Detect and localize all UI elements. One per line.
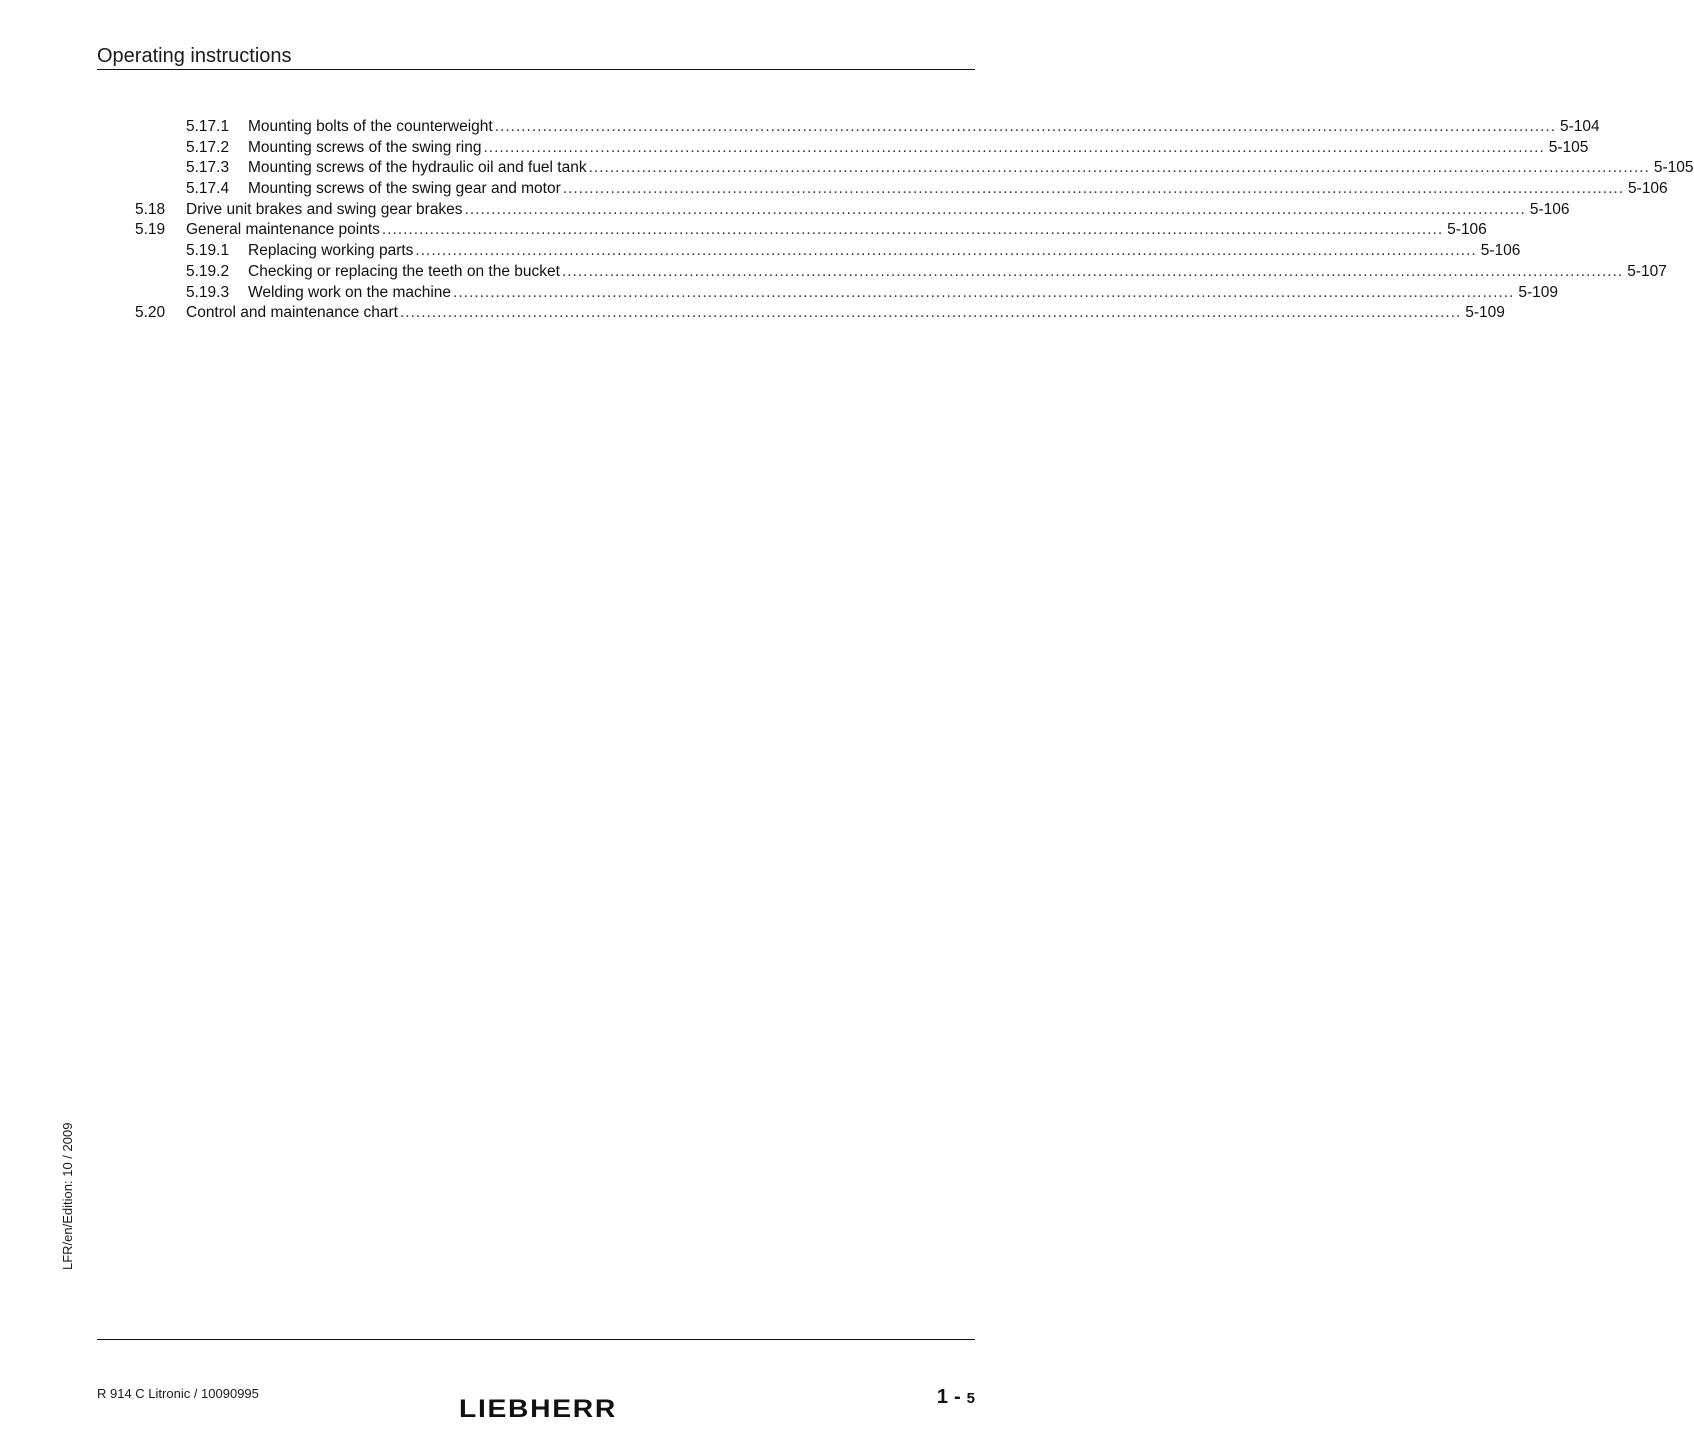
toc-entry-title: Mounting bolts of the counterweight: [248, 117, 495, 138]
footer-rule: [97, 1339, 975, 1340]
liebherr-logo: [458, 1395, 618, 1423]
toc-entry[interactable]: [97, 138, 1589, 159]
toc-entry-title: Mounting screws of the swing gear and motor: [248, 179, 563, 200]
toc-entry-page: 5-105: [1650, 158, 1694, 179]
toc-entry-page: 5-107: [1623, 262, 1667, 283]
page-number-value: 5: [966, 1390, 975, 1407]
toc-entry-leader: [248, 158, 1694, 179]
toc-entry-number: 5.17.4: [186, 180, 230, 198]
toc-entry-leader: [248, 283, 1558, 304]
document-id: R 914 C Litronic / 10090995: [97, 1386, 259, 1401]
toc-entry-leader: [248, 179, 1668, 200]
toc-entry-number: 5.17.1: [186, 118, 230, 135]
toc-dot-leader: ........................................................................................................................................................................................................: [588, 159, 1650, 177]
toc-entry-number: 5.19.2: [186, 262, 230, 280]
toc-entry-number: 5.17.2: [186, 138, 230, 156]
toc-entry[interactable]: [97, 117, 1600, 138]
toc-dot-leader: ........................................................................................................................................................................................................: [494, 118, 1556, 135]
toc-entry-leader: [248, 138, 1589, 159]
table-of-contents: [97, 117, 1694, 324]
toc-entry[interactable]: [97, 179, 1668, 200]
toc-entry[interactable]: [97, 283, 1558, 304]
toc-dot-leader: ........................................................................................................................................................................................................: [464, 200, 1526, 218]
toc-entry-number: 5.19.1: [186, 242, 230, 260]
toc-entry[interactable]: [97, 200, 1570, 221]
toc-entry-number: 5.19.3: [186, 283, 230, 301]
edition-label: LFR/en/Edition: 10 / 2009: [60, 1122, 75, 1270]
toc-entry-leader: [186, 303, 1505, 324]
toc-entry-number: 5.19: [135, 221, 166, 239]
toc-entry-leader: [248, 262, 1667, 283]
toc-entry-page: 5-106: [1443, 220, 1487, 241]
toc-dot-leader: ........................................................................................................................................................................................................: [483, 138, 1545, 156]
toc-dot-leader: ........................................................................................................................................................................................................: [453, 283, 1515, 301]
toc-entry[interactable]: [97, 220, 1487, 241]
toc-entry-title: Replacing working parts: [248, 241, 415, 262]
header-rule: [97, 69, 975, 70]
toc-entry-page: 5-109: [1514, 283, 1558, 304]
toc-entry-page: 5-104: [1556, 117, 1600, 138]
toc-entry-title: Welding work on the machine: [248, 283, 453, 304]
toc-entry-leader: [186, 220, 1487, 241]
toc-dot-leader: ........................................................................................................................................................................................................: [561, 262, 1624, 280]
toc-entry[interactable]: [97, 262, 1667, 283]
toc-dot-leader: ........................................................................................................................................................................................................: [562, 180, 1625, 198]
svg-text:LIEBHERR: LIEBHERR: [459, 1395, 617, 1423]
toc-entry-number: 5.20: [135, 304, 166, 322]
toc-entry-title: Checking or replacing the teeth on the bucket: [248, 262, 562, 283]
toc-entry-page: 5-105: [1545, 138, 1589, 159]
toc-entry-page: 5-106: [1526, 200, 1570, 221]
toc-entry[interactable]: [97, 158, 1694, 179]
toc-entry-page: 5-109: [1461, 303, 1505, 324]
toc-dot-leader: ........................................................................................................................................................................................................: [381, 221, 1444, 239]
toc-entry-leader: [248, 241, 1521, 262]
page-separator: -: [953, 1386, 961, 1408]
toc-entry-page: 5-106: [1624, 179, 1668, 200]
toc-entry-title: Mounting screws of the swing ring: [248, 138, 483, 159]
toc-entry-number: 5.18: [135, 200, 166, 218]
toc-entry-leader: [248, 117, 1600, 138]
toc-entry-page: 5-106: [1477, 241, 1521, 262]
toc-dot-leader: ........................................................................................................................................................................................................: [415, 242, 1477, 260]
toc-entry-number: 5.17.3: [186, 159, 230, 177]
toc-entry-title: Control and maintenance chart: [186, 303, 400, 324]
toc-entry-title: Drive unit brakes and swing gear brakes: [186, 200, 465, 221]
toc-entry[interactable]: [97, 241, 1521, 262]
toc-entry[interactable]: [97, 303, 1505, 324]
toc-entry-title: Mounting screws of the hydraulic oil and fuel tank: [248, 158, 589, 179]
page-header-title: Operating instructions: [97, 45, 292, 67]
toc-entry-title: General maintenance points: [186, 220, 382, 241]
page-number: [937, 1386, 975, 1409]
toc-dot-leader: ........................................................................................................................................................................................................: [399, 304, 1462, 322]
toc-entry-leader: [186, 200, 1570, 221]
chapter-number: 1: [936, 1386, 948, 1408]
